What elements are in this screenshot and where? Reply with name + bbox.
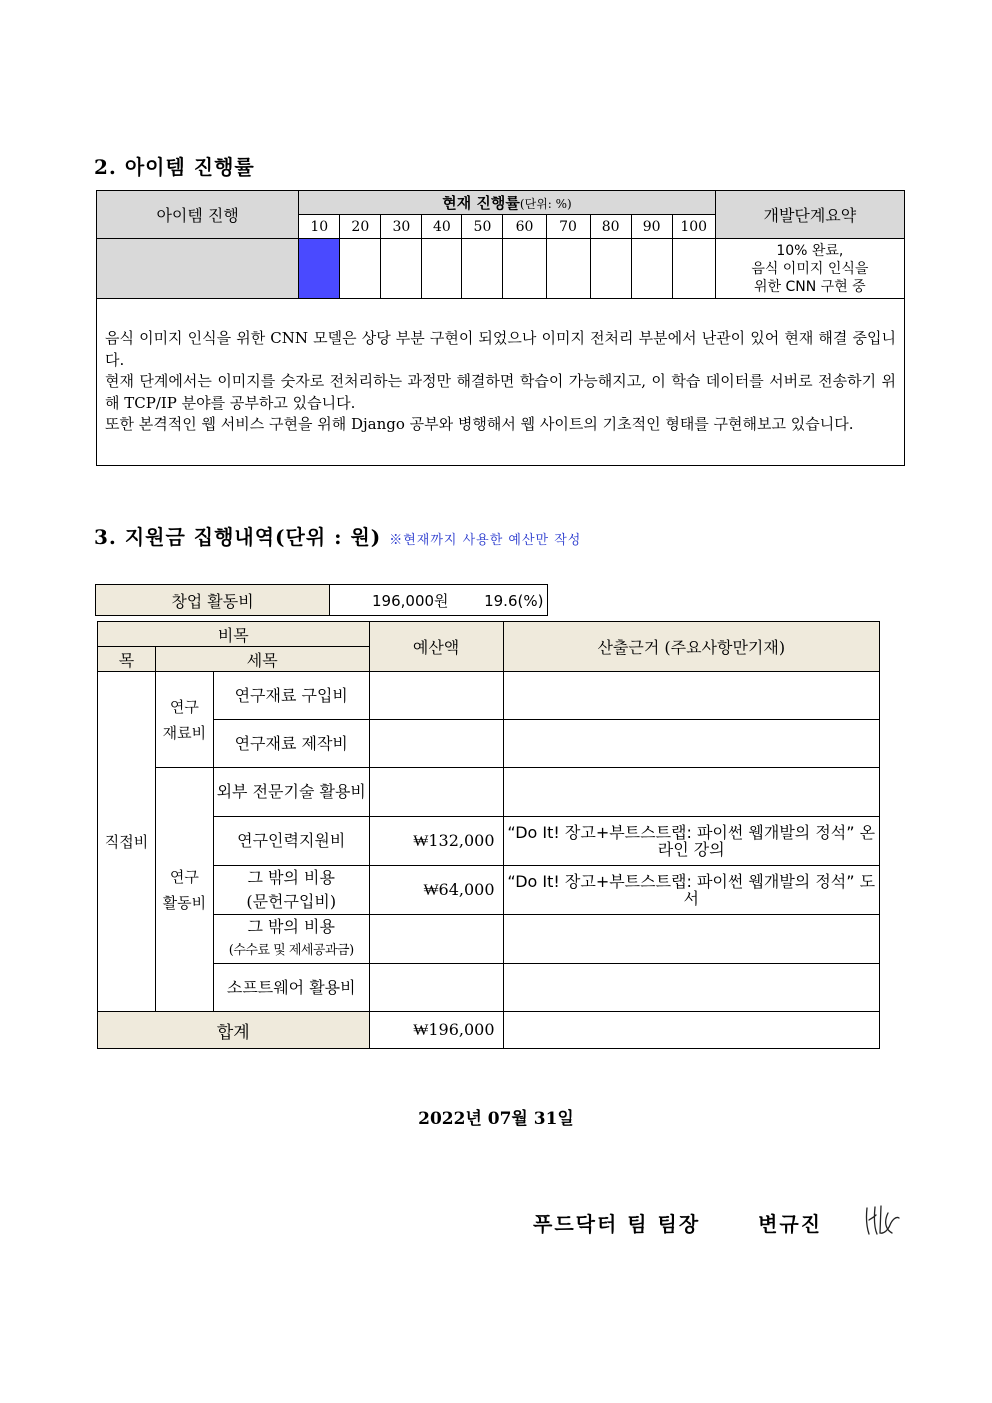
item-progress-label: 아이템 진행: [97, 191, 299, 239]
progress-description-cell: [97, 299, 905, 466]
progress-cell-60: [503, 239, 546, 299]
progress-unit: (단위: %): [519, 197, 572, 211]
total-basis: [503, 1012, 879, 1049]
budget-amount: [369, 672, 503, 720]
total-amount: ₩196,000: [369, 1012, 503, 1049]
progress-cell-80: [590, 239, 631, 299]
budget-item: [213, 817, 369, 866]
budget-item-line: 연구재료 구입비: [234, 685, 348, 705]
summary-line: 음식 이미지 인식을: [751, 260, 869, 277]
description-paragraph: 현재 단계에서는 이미지를 숫자로 전처리하는 과정만 해결하면 학습이 가능해지고, 이 학습 데이터를 서버로 전송하기 위해 TCP/IP 분야를 공부하고 있습니다.: [105, 372, 896, 412]
document-date: 2022년 07월 31일: [418, 1109, 574, 1129]
budget-basis: [503, 964, 879, 1012]
summary-header: 개발단계요약: [715, 191, 904, 239]
budget-amount: [369, 720, 503, 768]
progress-cell-70: [546, 239, 590, 299]
budget-item-line: 연구인력지원비: [237, 831, 346, 850]
percent-col-60: 60: [503, 215, 546, 239]
budget-item: [213, 768, 369, 817]
budget-amount: [369, 964, 503, 1012]
percent-col-80: 80: [590, 215, 631, 239]
activity-label: 창업 활동비: [96, 585, 330, 616]
budget-item-line: (수수료 및 제세공과금): [228, 943, 354, 958]
semok-header: 세목: [155, 647, 369, 672]
budget-item: [213, 964, 369, 1012]
activity-value: [330, 585, 548, 616]
group-material-line: 연구: [169, 697, 199, 716]
percent-col-30: 30: [381, 215, 422, 239]
budget-item: [213, 720, 369, 768]
percent-col-70: 70: [546, 215, 590, 239]
summary-line: 위한 CNN 구현 중: [754, 278, 866, 295]
total-label: 합계: [98, 1012, 370, 1049]
percent-col-90: 90: [631, 215, 672, 239]
summary-cell: [715, 239, 904, 299]
summary-line: 10% 완료,: [776, 242, 844, 259]
budget-basis: [503, 915, 879, 964]
item-progress-label-cont: [97, 239, 299, 299]
progress-cell-40: [422, 239, 462, 299]
activity-amount: 196,000원: [372, 591, 449, 610]
budget-header: 예산액: [369, 622, 503, 672]
budget-table: [97, 621, 880, 1049]
budget-basis: “Do It! 장고+부트스트랩: 파이썬 웹개발의 정석” 온라인 강의: [503, 817, 879, 866]
section-3-note: ※현재까지 사용한 예산만 작성: [389, 533, 582, 548]
group-research-material: [155, 672, 213, 768]
budget-basis: “Do It! 장고+부트스트랩: 파이썬 웹개발의 정석” 도서: [503, 866, 879, 915]
progress-cell-100: [672, 239, 715, 299]
handwritten-signature: [862, 1203, 902, 1239]
budget-amount: ₩64,000: [369, 866, 503, 915]
budget-amount: [369, 768, 503, 817]
activity-summary-table: [95, 584, 548, 616]
signature-team: 푸드닥터 팀 팀장: [533, 1212, 701, 1236]
budget-item-line: (문헌구입비): [246, 892, 337, 911]
signature-line: [533, 1208, 822, 1237]
progress-cell-10: [299, 239, 340, 299]
group-direct-cost: 직접비: [98, 672, 156, 1012]
mok-header: 목: [98, 647, 156, 672]
progress-header: [299, 191, 715, 215]
progress-cell-20: [340, 239, 381, 299]
group-activity-line: 연구: [169, 867, 199, 886]
description-paragraph: 또한 본격적인 웹 서비스 구현을 위해 Django 공부와 병행해서 웹 사이트의 기초적인 형태를 구현해보고 있습니다.: [105, 415, 854, 434]
progress-table: [96, 190, 905, 466]
percent-col-50: 50: [462, 215, 503, 239]
budget-item-line: 소프트웨어 활용비: [226, 977, 356, 997]
budget-item-line: 그 밖의 비용: [247, 868, 335, 887]
progress-header-text: 현재 진행률: [442, 194, 520, 212]
progress-cell-50: [462, 239, 503, 299]
description-paragraph: 음식 이미지 인식을 위한 CNN 모델은 상당 부분 구현이 되었으나 이미지 전처리 부분에서 난관이 있어 현재 해결 중입니다.: [105, 329, 896, 369]
basis-header: 산출근거 (주요사항만기재): [503, 622, 879, 672]
budget-item: [213, 672, 369, 720]
budget-amount: [369, 915, 503, 964]
group-activity-line: 활동비: [162, 893, 207, 912]
signature-name: 변규진: [758, 1212, 823, 1236]
progress-description: [97, 328, 904, 436]
section-2-title: 2. 아이템 진행률: [94, 155, 255, 179]
percent-col-10: 10: [299, 215, 340, 239]
progress-cell-30: [381, 239, 422, 299]
budget-item-line: 연구재료 제작비: [234, 733, 348, 753]
percent-col-40: 40: [422, 215, 462, 239]
budget-item: [213, 915, 369, 964]
progress-cell-90: [631, 239, 672, 299]
budget-item: [213, 866, 369, 915]
group-material-line: 재료비: [162, 723, 207, 742]
budget-basis: [503, 720, 879, 768]
percent-col-100: 100: [672, 215, 715, 239]
percent-col-20: 20: [340, 215, 381, 239]
bimok-header: 비목: [98, 622, 370, 647]
section-3-title: [94, 521, 581, 550]
budget-item-line: 외부 전문기술 활용비: [216, 782, 366, 801]
activity-ratio: 19.6(%): [484, 591, 544, 610]
budget-amount: ₩132,000: [369, 817, 503, 866]
budget-basis: [503, 672, 879, 720]
group-research-activity: [155, 768, 213, 1012]
section-3-title-text: 3. 지원금 집행내역(단위 : 원): [94, 525, 382, 549]
budget-item-line: 그 밖의 비용: [247, 917, 335, 936]
budget-basis: [503, 768, 879, 817]
